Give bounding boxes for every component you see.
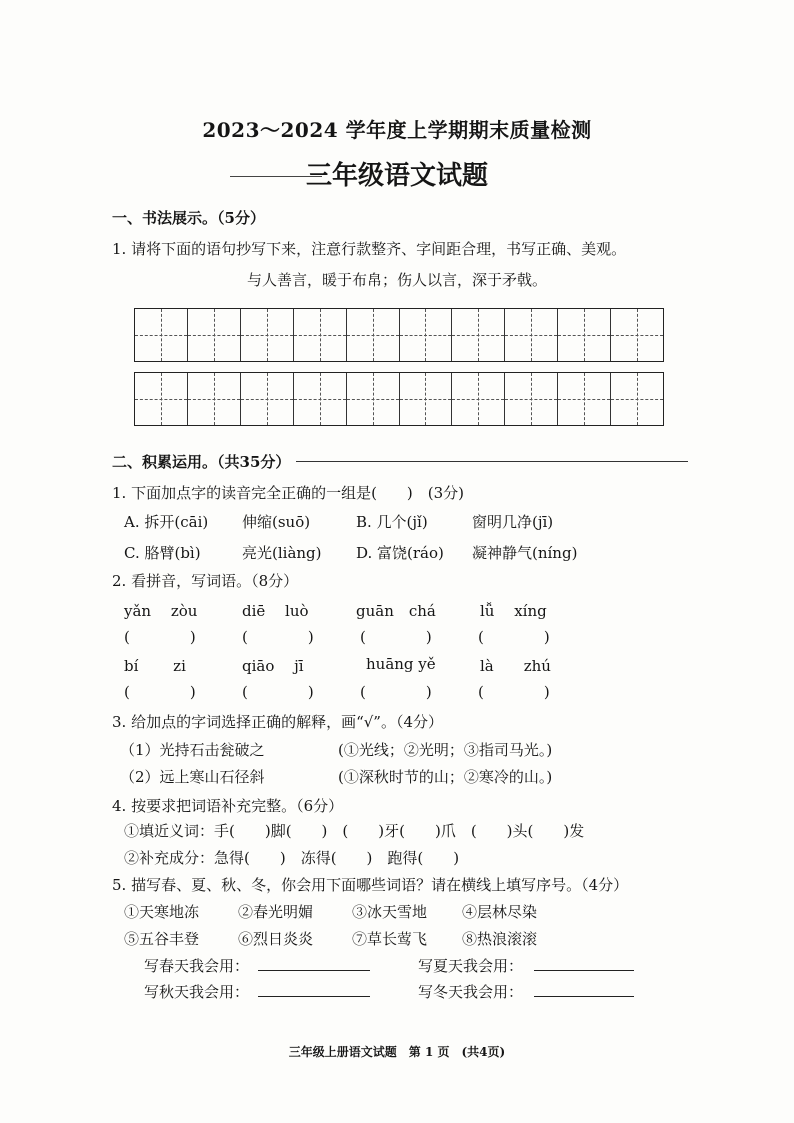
q5-word-4: ④层林尽染 bbox=[462, 903, 538, 921]
q4-line1[interactable]: ①填近义词：手( )脚( ) ( )牙( )爪 ( )头( )发 bbox=[124, 822, 585, 840]
section1-heading: 一、书法展示。（5分） bbox=[112, 209, 265, 227]
q5-word-3: ③冰天雪地 bbox=[352, 903, 428, 921]
section1-q1: 1. 请将下面的语句抄写下来，注意行款整齐、字间距合理，书写正确、美观。 bbox=[112, 240, 627, 258]
writing-grid-row-2[interactable] bbox=[134, 372, 664, 426]
exam-term-title: 2023～2024 学年度上学期期末质量检测 bbox=[202, 118, 592, 142]
calligraphy-quote: 与人善言，暖于布帛；伤人以言，深于矛戟。 bbox=[246, 271, 547, 289]
section2-heading: 二、积累运用。（共35分） bbox=[112, 453, 291, 471]
pinyin-2: diē luò bbox=[242, 602, 309, 620]
q5-word-8: ⑧热浪滚滚 bbox=[462, 930, 538, 948]
summer-answer-line[interactable] bbox=[534, 970, 634, 971]
pinyin-6: qiāo jī bbox=[242, 657, 304, 675]
exam-subject-title: 三年级语文试题 bbox=[305, 161, 488, 191]
spring-answer-line[interactable] bbox=[258, 970, 370, 971]
q3-item1-options[interactable]: (①光线；②光明；③指司马光。) bbox=[338, 741, 553, 759]
winter-answer-line[interactable] bbox=[534, 996, 634, 997]
answer-bracket-6[interactable]: ( ) bbox=[242, 683, 314, 701]
section2-rule bbox=[296, 461, 688, 462]
q3-stem: 3. 给加点的字词选择正确的解释，画“√”。（4分） bbox=[112, 713, 444, 731]
q2-stem: 2. 看拼音，写词语。（8分） bbox=[112, 572, 299, 590]
winter-label: 写冬天我会用： bbox=[418, 983, 524, 1001]
spring-label: 写春天我会用： bbox=[144, 957, 250, 975]
q1-option-c1: C. 胳臂(bì) bbox=[124, 544, 201, 562]
writing-grid-row-1[interactable] bbox=[134, 308, 664, 362]
pinyin-5: bí zi bbox=[124, 657, 186, 675]
q4-line2[interactable]: ②补充成分：急得( ) 冻得( ) 跑得( ) bbox=[124, 849, 460, 867]
answer-bracket-3[interactable]: ( ) bbox=[360, 628, 432, 646]
q3-item1: （1）光持石击瓮破之 bbox=[120, 741, 265, 759]
pinyin-7: huāng yě bbox=[366, 655, 436, 673]
q1-option-d1: D. 富饶(ráo) bbox=[356, 544, 444, 562]
q1-stem: 1. 下面加点字的读音完全正确的一组是( ) (3分) bbox=[112, 484, 465, 502]
q5-word-6: ⑥烈日炎炎 bbox=[238, 930, 314, 948]
answer-bracket-2[interactable]: ( ) bbox=[242, 628, 314, 646]
pinyin-4: lǚ xíng bbox=[480, 602, 547, 620]
page-footer: 三年级上册语文试题 第 1 页 (共4页) bbox=[288, 1045, 506, 1059]
q1-option-a2: 伸缩(suō) bbox=[242, 513, 311, 531]
q5-word-7: ⑦草长莺飞 bbox=[352, 930, 428, 948]
answer-bracket-1[interactable]: ( ) bbox=[124, 628, 196, 646]
answer-bracket-5[interactable]: ( ) bbox=[124, 683, 196, 701]
q3-item2-options[interactable]: (①深秋时节的山；②寒冷的山。) bbox=[338, 768, 553, 786]
summer-label: 写夏天我会用： bbox=[418, 957, 524, 975]
autumn-answer-line[interactable] bbox=[258, 996, 370, 997]
pinyin-3: guān chá bbox=[356, 602, 436, 620]
q5-stem: 5. 描写春、夏、秋、冬，你会用下面哪些词语？请在横线上填写序号。（4分） bbox=[112, 876, 629, 894]
answer-bracket-7[interactable]: ( ) bbox=[360, 683, 432, 701]
answer-bracket-4[interactable]: ( ) bbox=[478, 628, 550, 646]
pinyin-1: yǎn zòu bbox=[124, 602, 198, 620]
q1-option-b2: 窗明几净(jī) bbox=[472, 513, 554, 531]
q5-word-5: ⑤五谷丰登 bbox=[124, 930, 200, 948]
q3-item2: （2）远上寒山石径斜 bbox=[120, 768, 265, 786]
q1-option-d2: 凝神静气(níng) bbox=[472, 544, 578, 562]
autumn-label: 写秋天我会用： bbox=[144, 983, 250, 1001]
q5-word-1: ①天寒地冻 bbox=[124, 903, 200, 921]
q1-option-c2: 亮光(liàng) bbox=[242, 544, 322, 562]
q4-stem: 4. 按要求把词语补充完整。（6分） bbox=[112, 797, 344, 815]
pinyin-8: là zhú bbox=[480, 657, 551, 675]
answer-bracket-8[interactable]: ( ) bbox=[478, 683, 550, 701]
q5-word-2: ②春光明媚 bbox=[238, 903, 314, 921]
q1-option-b1: B. 几个(jǐ) bbox=[356, 513, 428, 531]
q1-option-a1: A. 拆开(cāi) bbox=[124, 513, 209, 531]
